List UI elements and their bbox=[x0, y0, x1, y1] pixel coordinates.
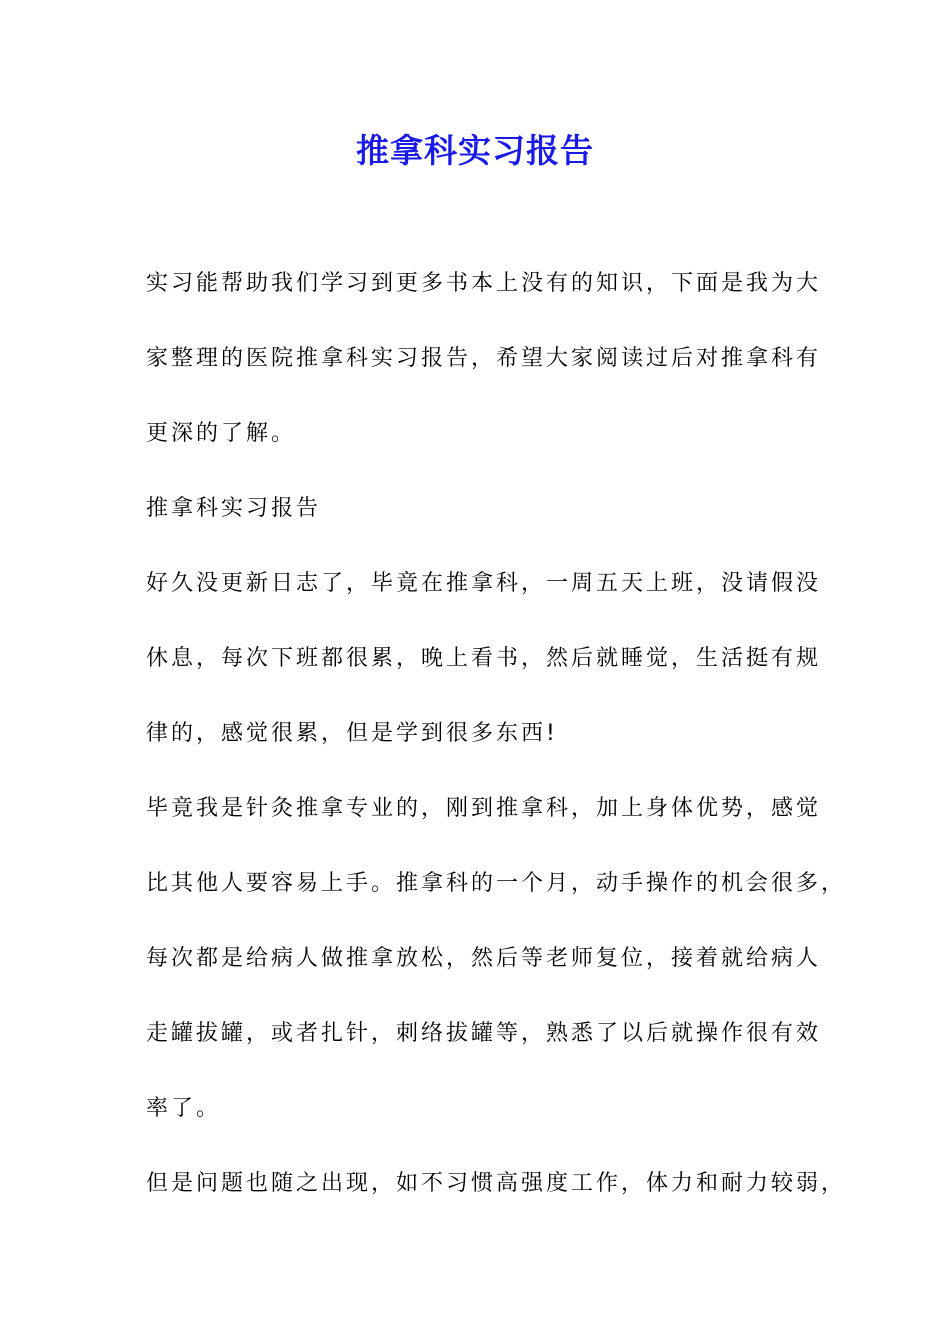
text-line: 每次都是给病人做推拿放松，然后等老师复位，接着就给病人 bbox=[146, 946, 822, 971]
document-body bbox=[146, 264, 847, 1239]
document-title: 推拿科实习报告 bbox=[356, 131, 594, 170]
text-line: 休息，每次下班都很累，晚上看书，然后就睡觉，生活挺有规 bbox=[146, 646, 822, 671]
text-line: 毕竟我是针灸推拿专业的，刚到推拿科，加上身体优势，感觉 bbox=[146, 796, 822, 821]
text-line: 比其他人要容易上手。推拿科的一个月，动手操作的机会很多， bbox=[146, 871, 847, 896]
text-line: 好久没更新日志了，毕竟在推拿科，一周五天上班，没请假没 bbox=[146, 571, 822, 596]
section-heading: 推拿科实习报告 bbox=[146, 496, 322, 521]
text-line: 实习能帮助我们学习到更多书本上没有的知识，下面是我为大 bbox=[146, 271, 822, 296]
text-line: 律的，感觉很累，但是学到很多东西! bbox=[146, 721, 558, 746]
text-line: 家整理的医院推拿科实习报告，希望大家阅读过后对推拿科有 bbox=[146, 346, 822, 371]
text-line: 走罐拔罐，或者扎针，刺络拔罐等，熟悉了以后就操作很有效 bbox=[146, 1021, 822, 1046]
text-line: 率了。 bbox=[146, 1096, 222, 1121]
text-line: 但是问题也随之出现，如不习惯高强度工作，体力和耐力较弱， bbox=[146, 1171, 847, 1196]
text-line: 更深的了解。 bbox=[146, 421, 297, 446]
